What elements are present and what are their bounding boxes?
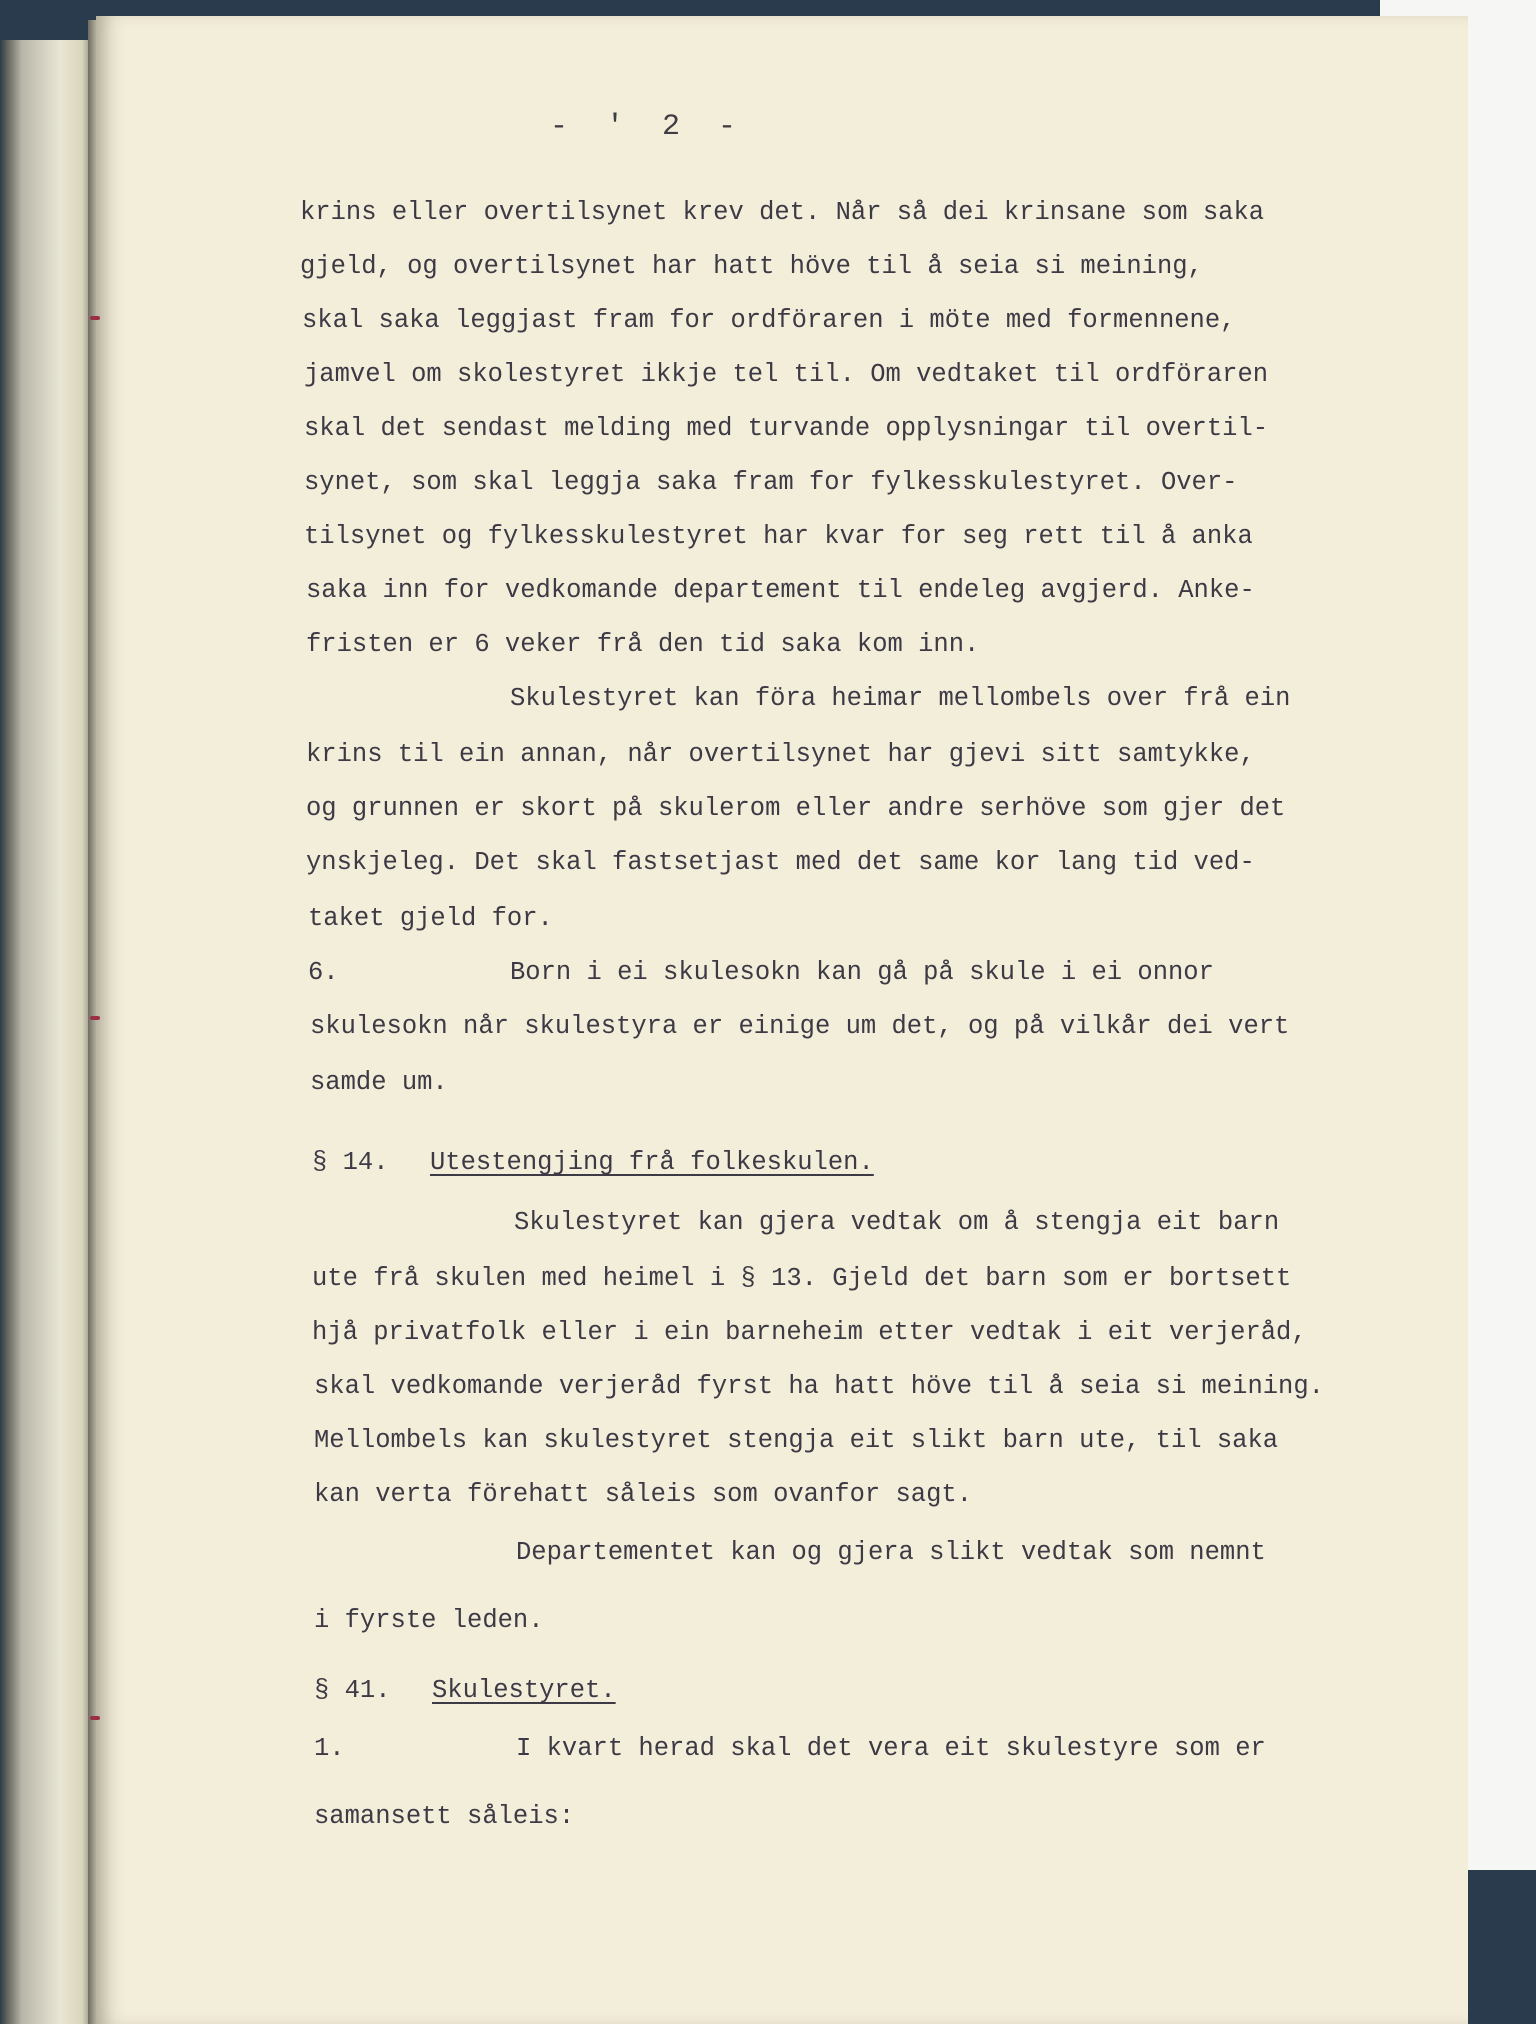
text-line: og grunnen er skort på skulerom eller andre serhöve som gjer det [306, 794, 1286, 823]
text-line: ynskjeleg. Det skal fastsetjast med det same kor lang tid ved- [306, 848, 1255, 877]
text-line: Skulestyret kan föra heimar mellombels over frå ein [510, 684, 1291, 713]
text-line: § 14. [312, 1148, 389, 1177]
text-line: kan verta förehatt såleis som ovanfor sagt. [314, 1480, 973, 1509]
text-line: samansett såleis: [314, 1802, 575, 1831]
binding-stitch [90, 1716, 100, 1720]
binding-stitch [90, 1016, 100, 1020]
text-line: samde um. [310, 1068, 448, 1097]
text-line: i fyrste leden. [314, 1606, 544, 1635]
text-line: taket gjeld for. [308, 904, 553, 933]
text-line: 1. [314, 1734, 345, 1763]
text-line: tilsynet og fylkesskulestyret har kvar for seg rett til å anka [304, 522, 1253, 551]
page-number: - ' 2 - [550, 110, 747, 144]
text-line: hjå privatfolk eller i ein barneheim etter vedtak i eit verjeråd, [312, 1318, 1307, 1347]
text-line: synet, som skal leggja saka fram for fylkesskulestyret. Over- [304, 468, 1238, 497]
text-line: jamvel om skolestyret ikkje tel til. Om vedtaket til ordföraren [304, 360, 1269, 389]
binding-stitch [90, 316, 100, 320]
text-line: skal det sendast melding med turvande opplysningar til overtil- [304, 414, 1269, 443]
text-line: I kvart herad skal det vera eit skulestyre som er [516, 1734, 1266, 1763]
text-line: Skulestyret kan gjera vedtak om å stengja eit barn [514, 1208, 1280, 1237]
section-heading: Skulestyret. [432, 1676, 616, 1705]
text-line: Born i ei skulesokn kan gå på skule i ei onnor [510, 958, 1214, 987]
text-line: fristen er 6 veker frå den tid saka kom inn. [306, 630, 980, 659]
text-line: Departementet kan og gjera slikt vedtak som nemnt [516, 1538, 1266, 1567]
text-line: saka inn for vedkomande departement til endeleg avgjerd. Anke- [306, 576, 1255, 605]
text-line: skal vedkomande verjeråd fyrst ha hatt höve til å seia si meining. [314, 1372, 1324, 1401]
text-line: skulesokn når skulestyra er einige um det, og på vilkår dei vert [310, 1012, 1290, 1041]
section-heading: Utestengjing frå folkeskulen. [430, 1148, 874, 1177]
text-line: gjeld, og overtilsynet har hatt höve til å seia si meining, [300, 252, 1203, 281]
text-line: § 41. [314, 1676, 391, 1705]
text-line: ute frå skulen med heimel i § 13. Gjeld det barn som er bortsett [312, 1264, 1292, 1293]
text-line: krins til ein annan, når overtilsynet har gjevi sitt samtykke, [306, 740, 1255, 769]
text-line: 6. [308, 958, 339, 987]
text-line: skal saka leggjast fram for ordföraren i möte med formennene, [302, 306, 1236, 335]
text-line: Mellombels kan skulestyret stengja eit slikt barn ute, til saka [314, 1426, 1279, 1455]
previous-page-edge [0, 40, 95, 2024]
text-line: krins eller overtilsynet krev det. Når så dei krinsane som saka [300, 198, 1265, 227]
